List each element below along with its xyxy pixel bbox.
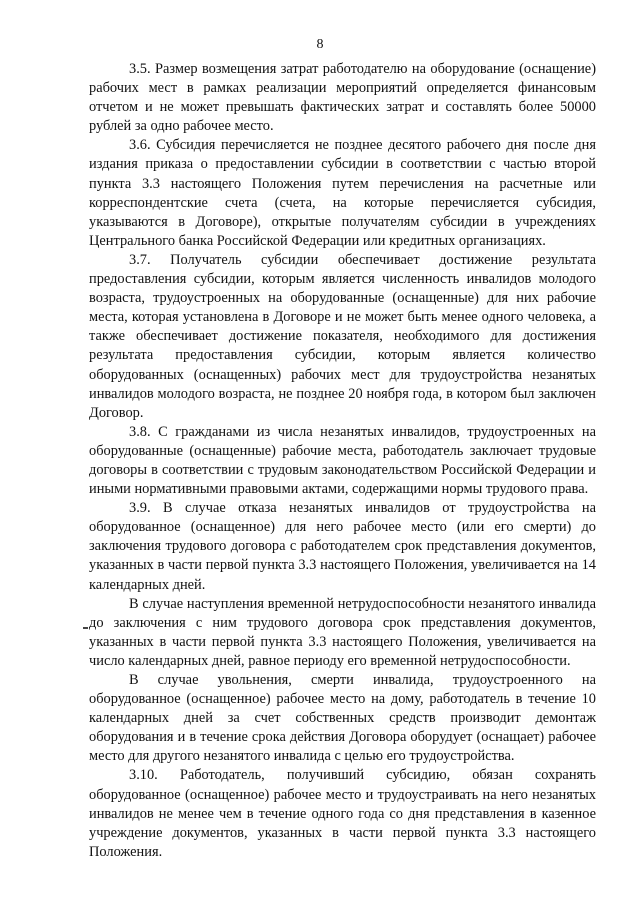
- paragraph-3-10: 3.10. Работодатель, получивший субсидию, обязан сохранять оборудованное (оснащенное) рабочее место и трудоустраивать на него незанятых инвалидов не менее чем в течение одного года со дня представления в казенное учреждение документов, указанных в части первой пункта 3.3 настоящего Положения.: [89, 767, 596, 860]
- paragraph-3-9-temporary-disability: В случае наступления временной нетрудоспособности незанятого инвалида до заключения с ним трудового договора срок представления документов, указанных в части первой пункта 3.3 настоящего Положения, увеличивается на число календарных дней, равное периоду его временной нетрудоспособности.: [89, 595, 596, 669]
- page-number: 8: [316, 37, 324, 52]
- paragraph-3-7: 3.7. Получатель субсидии обеспечивает достижение результата предоставления субсидии, которым является численность инвалидов молодого возраста, трудоустроенных на оборудованные (оснащенные) для них рабочие места, которая установлена в Договоре и не может быть менее одного человека, а также обеспечивает достижение показателя, необходимого для достижения результата предоставления субсидии, которым является количество оборудованных (оснащенных) рабочих мест для трудоустройства незанятых инвалидов молодого возраста, не позднее 20 ноября года, в котором был заключен Договор.: [89, 251, 596, 421]
- paragraph-3-8: 3.8. С гражданами из числа незанятых инвалидов, трудоустроенных на оборудованные (оснащенные) рабочие места, работодатель заключает трудовые договоры в соответствии с трудовым законодательством Российской Федерации и иными нормативными правовыми актами, содержащими нормы трудового права.: [89, 423, 596, 498]
- paragraph-3-9-dismissal: В случае увольнения, смерти инвалида, трудоустроенного на оборудованное (оснащенное) рабочее место на дому, работодатель в течение 10 календарных дней за счет собственных средств производит демонтаж оборудования и в течение срока действия Договора оборудует (оснащает) рабочее место для другого незанятого инвалида с целью его трудоустройства.: [89, 672, 596, 765]
- paragraph-3-5: 3.5. Размер возмещения затрат работодателю на оборудование (оснащение) рабочих мест в рамках реализации мероприятий определяется финансовым отчетом и не может превышать фактических затрат и составлять более 50000 рублей за одно рабочее место.: [89, 61, 596, 135]
- scan-mark: [83, 627, 88, 629]
- document-body: [89, 60, 596, 862]
- paragraph-3-9: 3.9. В случае отказа незанятых инвалидов от трудоустройства на оборудованное (оснащенное) для него рабочее место (или его смерти) до заключения трудового договора с работодателем срок представления документов, указанных в части первой пункта 3.3 настоящего Положения, увеличивается на 14 календарных дней.: [89, 500, 596, 593]
- paragraph-3-6: 3.6. Субсидия перечисляется не позднее десятого рабочего дня после дня издания приказа о предоставлении субсидии в соответствии с частью второй пункта 3.3 настоящего Положения путем перечисления на расчетные или корреспондентские счета (счета, на которые перечисляется субсидия, указываются в Договоре), открытые получателям субсидии в учреждениях Центрального банка Российской Федерации или кредитных организациях.: [89, 137, 596, 249]
